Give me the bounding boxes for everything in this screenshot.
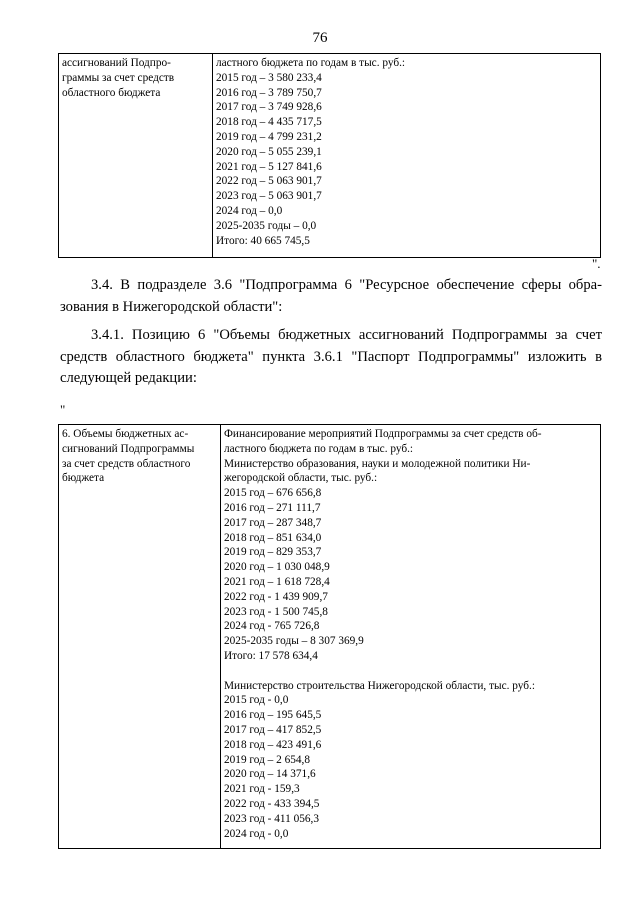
education-year-line: 2021 год – 1 618 728,4 [224,575,330,588]
education-year-line: 2016 год – 271 111,7 [224,501,321,514]
page-number: 76 [312,30,328,46]
budget-table-subprogram-6 [58,424,601,849]
table1-line: 2023 год – 5 063 901,7 [216,190,322,203]
table1-line: 2019 год – 4 799 231,2 [216,130,322,143]
construction-year-line: 2015 год - 0,0 [224,694,289,707]
section-gap [224,664,597,679]
construction-year-line: 2018 год – 423 491,6 [224,738,322,751]
table1-line: 2015 год – 3 580 233,4 [216,71,322,84]
table2-left-line: бюджета [62,472,105,485]
construction-year-line: 2017 год – 417 852,5 [224,723,322,736]
table1-line: 2022 год – 5 063 901,7 [216,175,322,188]
table1-left-cell [59,54,213,258]
paragraph-3-4-1-line1: 3.4.1. Позицию 6 "Объемы бюджетных ассигнований Подпрограммы за счет [91,327,602,343]
education-year-line: 2015 год – 676 656,8 [224,487,322,500]
table2-intro-line: ластного бюджета по годам в тыс. руб.: [224,442,414,455]
paragraph-3-4-line2: зования в Нижегородской области": [60,298,283,315]
education-year-line: 2023 год - 1 500 745,8 [224,605,328,618]
table2-intro-line: Министерство образования, науки и молодежной политики Ни- [224,457,531,470]
table1-line: 2017 год – 3 749 928,6 [216,101,322,114]
table2-left-line: за счет средств областного [62,457,191,470]
construction-year-line: 2016 год – 195 645,5 [224,709,322,722]
table1-line: 2018 год – 4 435 717,5 [216,116,322,129]
table1-line: 2025-2035 годы – 0,0 [216,219,317,232]
education-year-line: 2017 год – 287 348,7 [224,516,322,529]
construction-title: Министерство строительства Нижегородской области, тыс. руб.: [224,679,535,692]
table2-intro-line: жегородской области, тыс. руб.: [224,472,378,485]
table2-left-cell [59,425,221,849]
opening-quote: " [60,402,66,417]
table1-line: 2020 год – 5 055 239,1 [216,145,322,158]
table1-left-line: граммы за счет средств [62,71,175,84]
table1-line: 2024 год – 0,0 [216,204,283,217]
table2-left-line: сигнований Подпрограммы [62,442,195,455]
budget-table-continuation [58,53,601,258]
table1-right-cell [213,54,601,258]
construction-year-line: 2023 год - 411 056,3 [224,812,320,825]
paragraph-3-4-1-line2: средств областного бюджета" пункта 3.6.1 "Паспорт Подпрограммы" изложить в [60,348,602,365]
paragraph-3-4 [60,275,602,318]
paragraph-3-4-line1: 3.4. В подразделе 3.6 "Подпрограмма 6 "Ресурсное обеспечение сферы обра- [91,277,602,293]
construction-year-line: 2019 год – 2 654,8 [224,753,311,766]
table1-line: 2016 год – 3 789 750,7 [216,86,322,99]
table1-line: 2021 год – 5 127 841,6 [216,160,322,173]
table2-intro-line: Финансирование мероприятий Подпрограммы за счет средств об- [224,428,542,440]
education-year-line: 2022 год - 1 439 909,7 [224,590,328,603]
education-year-line: 2019 год – 829 353,7 [224,546,322,559]
table1-line: Итого: 40 665 745,5 [216,234,310,247]
education-year-line: 2024 год - 765 726,8 [224,620,320,633]
education-year-line: 2018 год – 851 634,0 [224,531,322,544]
education-total-line: Итого: 17 578 634,4 [224,649,318,662]
education-year-line: 2025-2035 годы – 8 307 369,9 [224,635,364,648]
paragraph-3-4-1-line3: следующей редакции: [60,370,197,386]
table2-right-cell [221,425,601,849]
table1-left-line: ассигнований Подпро- [62,57,171,69]
table1-left-line: областного бюджета [62,86,161,99]
education-year-line: 2020 год – 1 030 048,9 [224,561,330,574]
construction-year-line: 2020 год – 14 371,6 [224,768,316,781]
construction-year-line: 2022 год - 433 394,5 [224,797,320,810]
construction-year-line: 2021 год - 159,3 [224,783,300,796]
table1-line: ластного бюджета по годам в тыс. руб.: [216,57,406,69]
closing-quote: ". [592,256,601,271]
paragraph-3-4-1 [60,325,602,390]
table2-left-line: 6. Объемы бюджетных ас- [62,428,189,440]
construction-year-line: 2024 год - 0,0 [224,827,289,840]
